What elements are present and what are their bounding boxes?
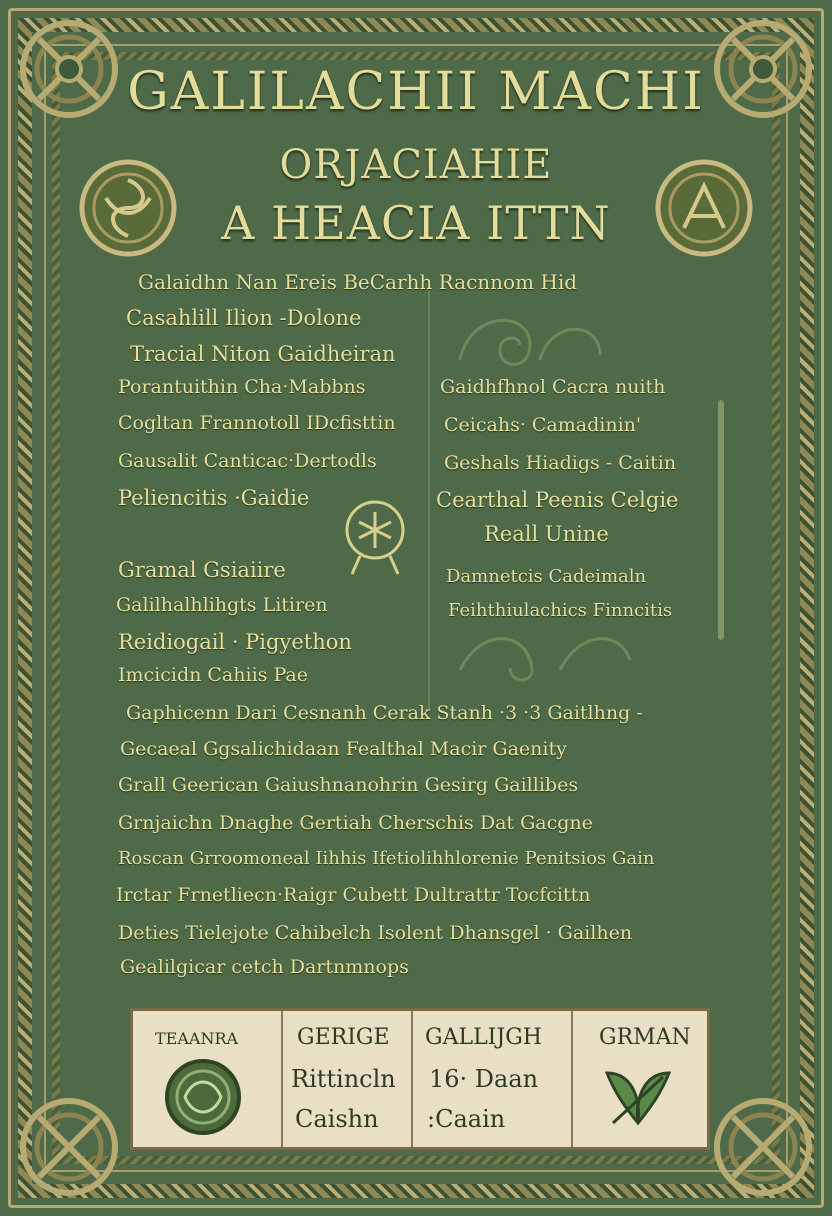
text-line: Reidiogail · Pigyethon bbox=[118, 630, 352, 654]
star-knot-icon bbox=[340, 498, 410, 578]
text-line: Gramal Gsiaiire bbox=[118, 558, 286, 582]
text-line: Porantuithin Cha·Mabbns bbox=[118, 376, 366, 398]
decorative-staff bbox=[718, 400, 724, 640]
text-line: Gealilgicar cetch Dartnmnops bbox=[120, 956, 409, 978]
text-line: Deties Tielejote Cahibelch Isolent Dhansgel · Gailhen bbox=[118, 922, 633, 944]
text-line: Roscan Grroomoneal Iihhis Ifetiolihhlorenie Penitsios Gain bbox=[118, 848, 655, 869]
knot-emblem-icon bbox=[163, 1057, 243, 1137]
panel-cell-line: Rittincln bbox=[291, 1065, 396, 1093]
text-line: Gausalit Canticac·Dertodls bbox=[118, 450, 377, 472]
text-line: Cogltan Frannotoll IDcfisttin bbox=[118, 412, 396, 434]
text-line: Gaphicenn Dari Cesnanh Cerak Stanh ·3 ·3 Gaitlhng - bbox=[126, 702, 643, 724]
text-line: Ceicahs· Camadinin' bbox=[444, 414, 642, 436]
text-line: Gaidhfhnol Cacra nuith bbox=[440, 376, 666, 398]
panel-cell-line: :Caain bbox=[427, 1105, 506, 1133]
text-line: Galaidhn Nan Ereis BeCarhh Racnnom Hid bbox=[138, 270, 578, 294]
text-line: Geshals Hiadigs - Caitin bbox=[444, 452, 677, 474]
panel-cell-line: Caishn bbox=[295, 1105, 379, 1133]
text-line: Casahlill Ilion -Dolone bbox=[126, 306, 362, 330]
panel-cell bbox=[413, 1011, 573, 1147]
text-line: Imcicidn Cahiis Pae bbox=[118, 664, 308, 686]
info-panel bbox=[130, 1008, 710, 1150]
text-line: Reall Unine bbox=[484, 522, 609, 546]
text-line: Feihthiulachics Finncitis bbox=[448, 600, 673, 621]
text-line: Galilhalhlihgts Litiren bbox=[116, 594, 328, 616]
column-divider bbox=[428, 290, 430, 710]
page-heading-third: A HEACIA ITTN bbox=[221, 196, 611, 250]
faint-swirl-icon bbox=[450, 630, 670, 690]
page-title: GALILACHII MACHI bbox=[127, 62, 705, 122]
panel-cell-title: GALLIJGH bbox=[425, 1025, 542, 1050]
text-line: Damnetcis Cadeimaln bbox=[446, 566, 647, 587]
panel-cell bbox=[133, 1011, 283, 1147]
text-line: Grnjaichn Dnaghe Gertiah Cherschis Dat Gacgne bbox=[118, 812, 593, 834]
panel-cell bbox=[573, 1011, 707, 1147]
text-line: Cearthal Peenis Celgie bbox=[436, 488, 679, 512]
panel-cell-title: TEAANRA bbox=[155, 1029, 239, 1048]
celtic-knot-corner-icon bbox=[708, 1092, 818, 1202]
text-line: Gecaeal Ggsalichidaan Fealthal Macir Gaenity bbox=[120, 738, 567, 760]
text-line: Peliencitis ·Gaidie bbox=[118, 486, 310, 510]
celtic-knot-corner-icon bbox=[14, 1092, 124, 1202]
text-line: Tracial Niton Gaidheiran bbox=[130, 342, 396, 366]
leaf-knot-icon bbox=[601, 1063, 675, 1133]
panel-cell-line: 16· Daan bbox=[429, 1065, 539, 1093]
panel-cell-title: GERIGE bbox=[297, 1025, 390, 1050]
page-subtitle: ORJACIAHIE bbox=[279, 142, 553, 188]
panel-cell bbox=[283, 1011, 413, 1147]
panel-cell-title: GRMAN bbox=[599, 1025, 691, 1050]
text-line: Grall Geerican Gaiushnanohrin Gesirg Gaillibes bbox=[118, 774, 579, 796]
text-line: Irctar Frnetliecn·Raigr Cubett Dultrattr Tocfcittn bbox=[116, 884, 591, 906]
